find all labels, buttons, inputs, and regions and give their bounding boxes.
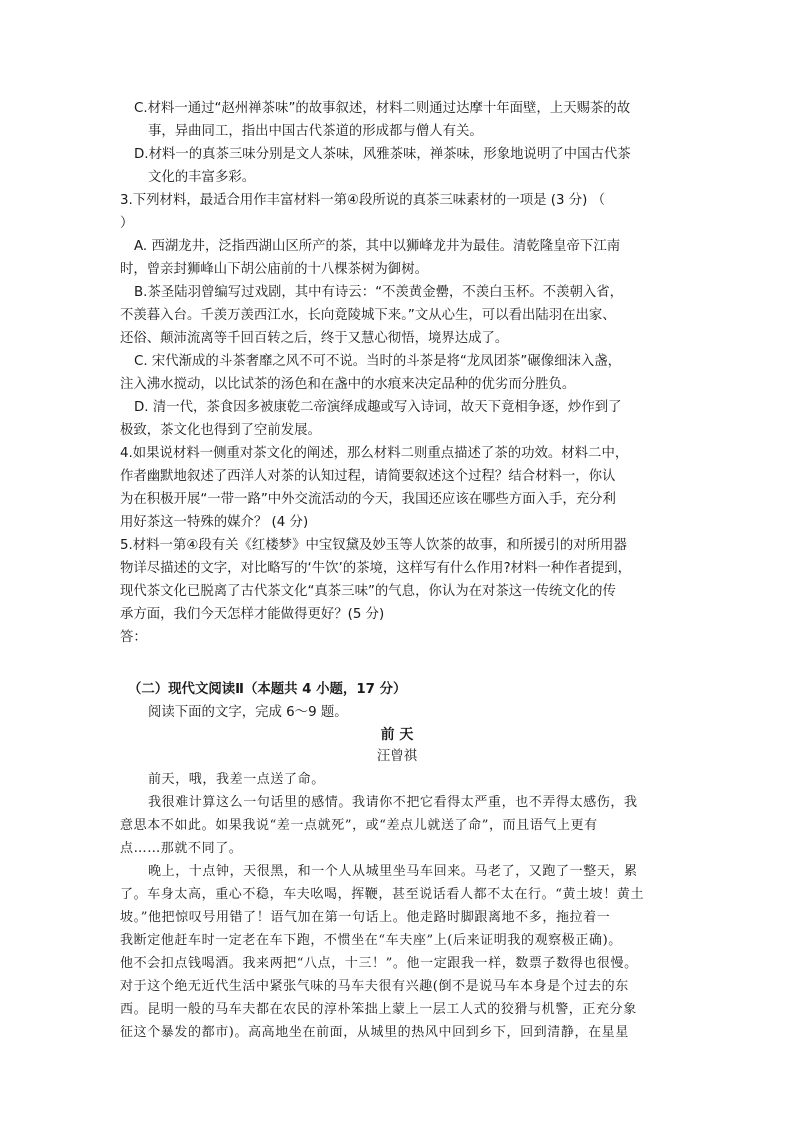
paragraph-line: 我断定他赶车时一定老在车下跑，不惯坐在“车夫座”上(后来证明我的观察极正确)。: [120, 933, 622, 948]
section-heading: （二）现代文阅读Ⅱ（本题共 4 小题，17 分）: [128, 682, 407, 697]
option-d-line2: 文化的丰富多彩。: [148, 170, 256, 185]
q3-option-b-line2: 不羡暮入台。千羡万羡西江水，长向竟陵城下来。”文从心生，可以看出陆羽在出家、: [120, 308, 616, 323]
question-4-line4: 用好茶这一特殊的媒介？ (4 分): [120, 515, 309, 530]
paragraph-line: 西。昆明一般的马车夫都在农民的淳朴笨拙上蒙上一层工人式的狡猾与机警，正充分象: [120, 1002, 637, 1017]
question-3-line2: ）: [120, 216, 134, 231]
paragraph-line: 意思本不如此。如果我说“差一点就死”，或“差点儿就送了命”，而且语气上更有: [120, 818, 598, 833]
question-5-line1: 5.材料一第④段有关《红楼梦》中宝钗黛及妙玉等人饮茶的故事，和所援引的对所用器: [120, 538, 627, 553]
option-c-line1: C.材料一通过“赵州禅茶味”的故事叙述，材料二则通过达摩十年面壁，上天赐茶的故: [134, 101, 631, 116]
question-4-line3: 为在积极开展“一带一路”中外交流活动的今天，我国还应该在哪些方面入手，充分利: [120, 492, 616, 507]
q3-option-d-line1: D. 清一代，茶食因多被康乾二帝演绎成趣或写入诗词，故天下竟相争逐，炒作到了: [134, 400, 622, 415]
paragraph-line: 他不会扣点钱喝酒。我来两把“八点，十三！”。他一定跟我一样，数票子数得也很慢。: [120, 956, 638, 971]
option-c-line2: 事，异曲同工，指出中国古代茶道的形成都与僧人有关。: [148, 124, 483, 139]
paragraph-line: 我很难计算这么一句话里的感情。我请你不把它看得太严重，也不弄得太感伤，我: [148, 795, 638, 810]
q3-option-c-line1: C. 宋代渐成的斗茶奢靡之风不可不说。当时的斗茶是将“龙凤团茶”碾像细沫入盏，: [134, 354, 622, 369]
paragraph-line: 了。车身太高，重心不稳，车夫吆喝，挥鞭，甚至说话看人都不太在行。“黄土坡！黄土: [120, 887, 645, 902]
question-3-line1: 3.下列材料，最适合用作丰富材料一第④段所说的真茶三味素材的一项是 (3 分) （: [120, 193, 606, 208]
paragraph-line: 坡。”他把惊叹号用错了！语气加在第一句话上。他走路时脚跟离地不多，拖拉着一: [120, 910, 611, 925]
q3-option-c-line2: 注入沸水搅动，以比试茶的汤色和在盏中的水痕来决定品种的优劣而分胜负。: [120, 377, 576, 392]
paragraph-line: 对于这个绝无近代生活中紧张气味的马车夫很有兴趣(倒不是说马车本身是个过去的东: [120, 979, 629, 994]
answer-label: 答：: [120, 630, 147, 645]
section-instruction: 阅读下面的文字，完成 6～9 题。: [148, 705, 348, 720]
paragraph-line: 前天，哦，我差一点送了命。: [148, 772, 325, 787]
question-5-line3: 现代茶文化已脱离了古代茶文化“真茶三味”的气息，你认为在对茶这一传统文化的传: [120, 584, 616, 599]
paragraph-line: 点……那就不同了。: [120, 841, 243, 856]
question-5-line2: 物详尽描述的文字，对比略写的‘牛饮’的茶境，这样写有什么作用?材料一种作者提到，: [120, 561, 632, 576]
paragraph-line: 征这个暴发的都市)。高高地坐在前面，从城里的热风中回到乡下，回到清静，在星星: [120, 1025, 629, 1040]
paragraph-line: 晚上，十点钟，天很黑，和一个人从城里坐马车回来。马老了，又跑了一整天，累: [148, 864, 638, 879]
question-5-line4: 承方面，我们今天怎样才能做得更好？(5 分): [120, 607, 385, 622]
q3-option-a-line1: A. 西湖龙井，泛指西湖山区所产的茶，其中以狮峰龙井为最佳。清乾隆皇帝下江南: [134, 239, 621, 254]
question-4-line1: 4.如果说材料一侧重对茶文化的阐述，那么材料二则重点描述了茶的功效。材料二中，: [120, 446, 629, 461]
q3-option-b-line3: 还俗、颠沛流离等千回百转之后，终于又慧心彻悟，境界达成了。: [120, 331, 509, 346]
option-d-line1: D.材料一的真茶三味分别是文人茶味，风雅茶味，禅茶味，形象地说明了中国古代茶: [134, 147, 631, 162]
article-title: 前 天: [380, 727, 414, 743]
q3-option-a-line2: 时，曾亲封狮峰山下胡公庙前的十八棵茶树为御树。: [120, 262, 428, 277]
article-author: 汪曾祺: [376, 749, 418, 764]
q3-option-d-line2: 极致，茶文化也得到了空前发展。: [120, 423, 321, 438]
question-4-line2: 作者幽默地叙述了西洋人对茶的认知过程，请简要叙述这个过程？结合材料一，你认: [120, 469, 616, 484]
q3-option-b-line1: B.茶圣陆羽曾编写过戏剧，其中有诗云：“不羡黄金罍，不羡白玉杯。不羡朝入省，: [134, 285, 624, 300]
